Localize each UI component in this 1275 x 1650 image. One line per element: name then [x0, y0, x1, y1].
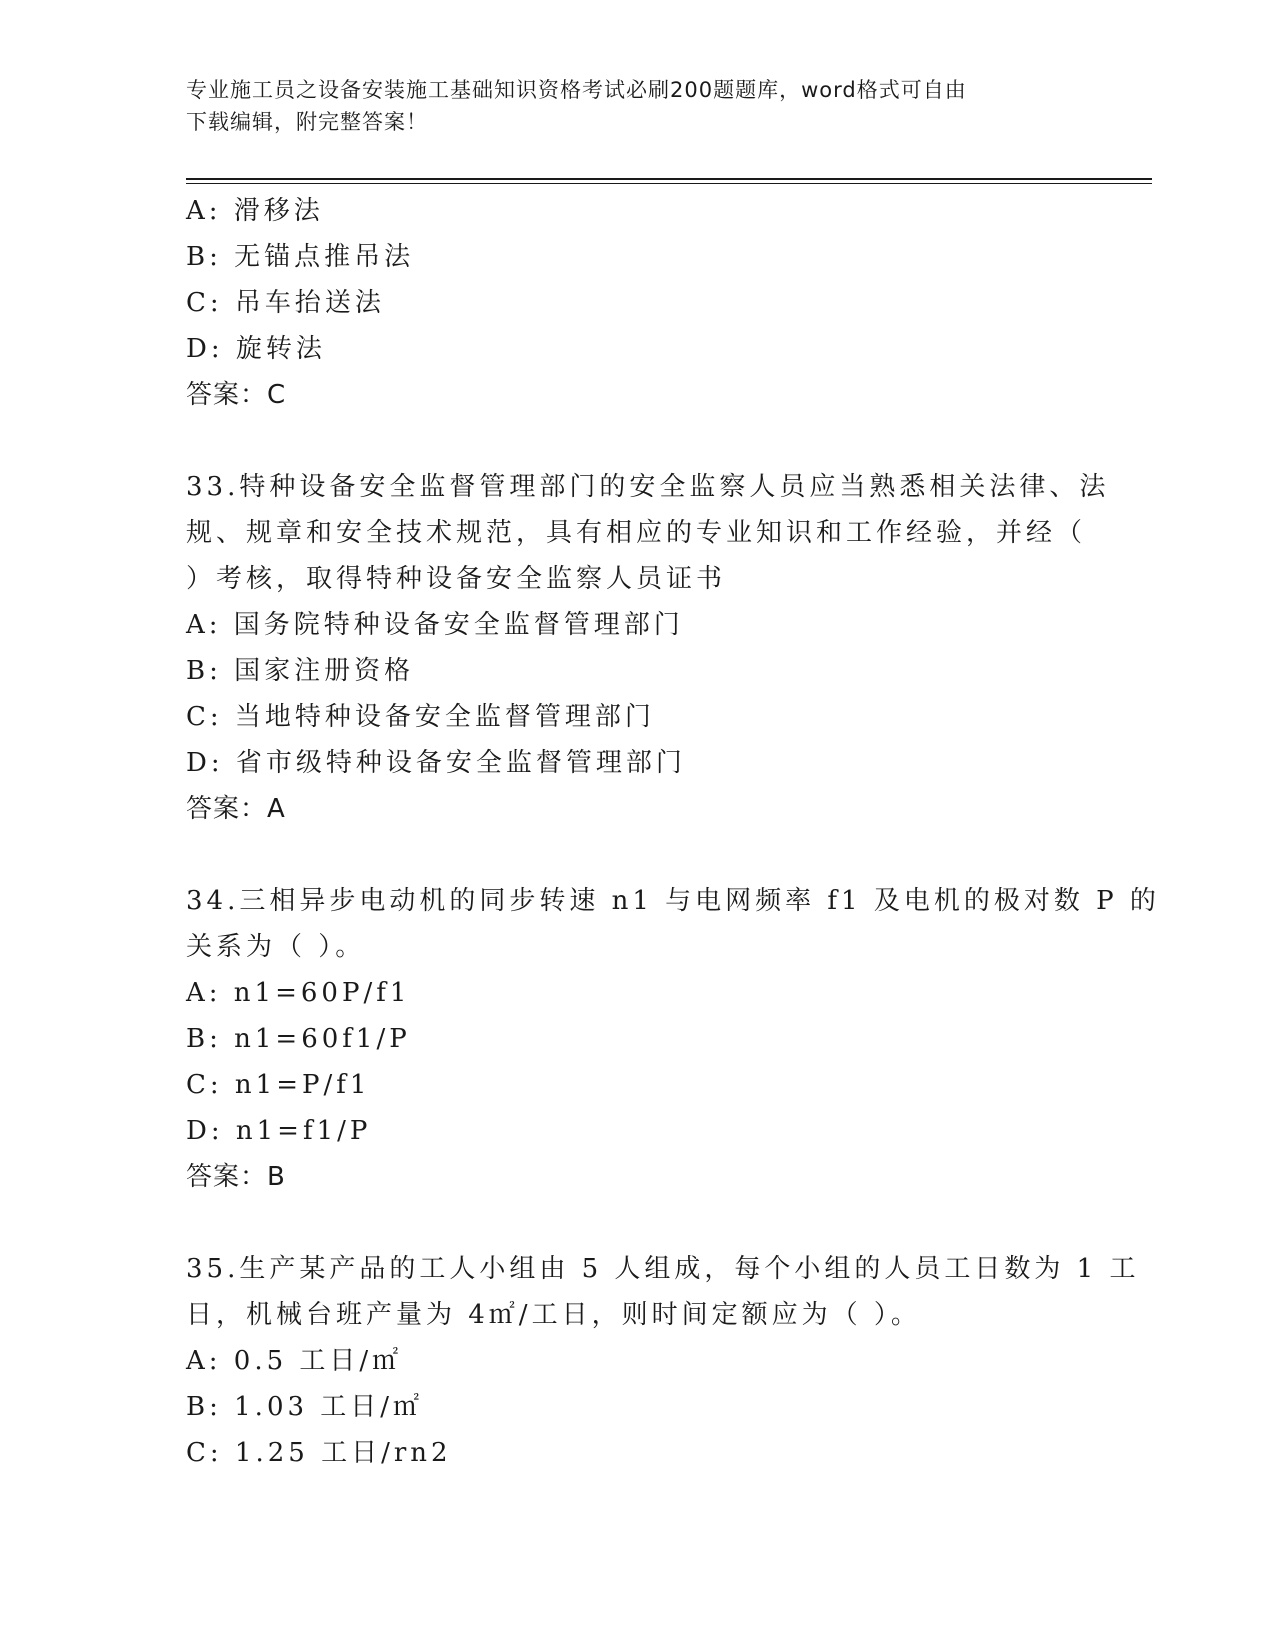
- option-c: C: n1=P/f1: [186, 1070, 371, 1100]
- answer-label: 答案：A: [186, 794, 286, 824]
- question-block-35: [186, 1246, 1140, 1476]
- option-a: A: n1=60P/f1: [186, 978, 411, 1008]
- question-block-33: [186, 464, 1110, 832]
- option-a: A: 国务院特种设备安全监督管理部门: [186, 610, 684, 640]
- block-spacer: [186, 418, 1086, 464]
- question-line: 规、规章和安全技术规范，具有相应的专业知识和工作经验，并经（: [186, 518, 1087, 548]
- question-line: 35.生产某产品的工人小组由 5 人组成，每个小组的人员工日数为 1 工: [186, 1254, 1140, 1284]
- option-d: D: n1=f1/P: [186, 1116, 372, 1146]
- header-divider-thin: [186, 183, 1152, 184]
- question-line: 关系为（ ）。: [186, 932, 366, 962]
- question-line: 34.三相异步电动机的同步转速 n1 与电网频率 f1 及电机的极对数 P 的: [186, 886, 1160, 916]
- question-line: 日，机械台班产量为 4㎡/工日，则时间定额应为（ ）。: [186, 1300, 921, 1330]
- option-d: D: 旋转法: [186, 334, 326, 364]
- header-title-line-2: 下载编辑，附完整答案！: [186, 110, 428, 134]
- document-body: [186, 188, 1160, 1476]
- answer-label: 答案：C: [186, 380, 287, 410]
- option-b: B: 国家注册资格: [186, 656, 415, 686]
- option-a: A: 0.5 工日/㎡: [186, 1346, 403, 1376]
- answer-label: 答案：B: [186, 1162, 286, 1192]
- option-d: D: 省市级特种设备安全监督管理部门: [186, 748, 686, 778]
- option-b: B: n1=60f1/P: [186, 1024, 411, 1054]
- page-header: [186, 74, 1066, 138]
- question-line: ）考核，取得特种设备安全监察人员证书: [186, 564, 727, 594]
- block-spacer: [186, 832, 1086, 878]
- option-c: C: 1.25 工日/rn2: [186, 1438, 452, 1468]
- option-c: C: 吊车抬送法: [186, 288, 385, 318]
- header-title-line-1: 专业施工员之设备安装施工基础知识资格考试必刷200题题库，word格式可自由: [186, 78, 967, 102]
- question-text: [186, 878, 1160, 970]
- question-text: [186, 1246, 1140, 1338]
- question-line: 33.特种设备安全监督管理部门的安全监察人员应当熟悉相关法律、法: [186, 472, 1110, 502]
- option-c: C: 当地特种设备安全监督管理部门: [186, 702, 655, 732]
- option-b: B: 1.03 工日/㎡: [186, 1392, 424, 1422]
- option-a: A: 滑移法: [186, 196, 324, 226]
- question-block-34: [186, 878, 1160, 1200]
- question-text: [186, 464, 1110, 602]
- header-divider: [186, 178, 1152, 180]
- block-spacer: [186, 1200, 1086, 1246]
- question-block-32: [186, 188, 1086, 418]
- option-b: B: 无锚点推吊法: [186, 242, 415, 272]
